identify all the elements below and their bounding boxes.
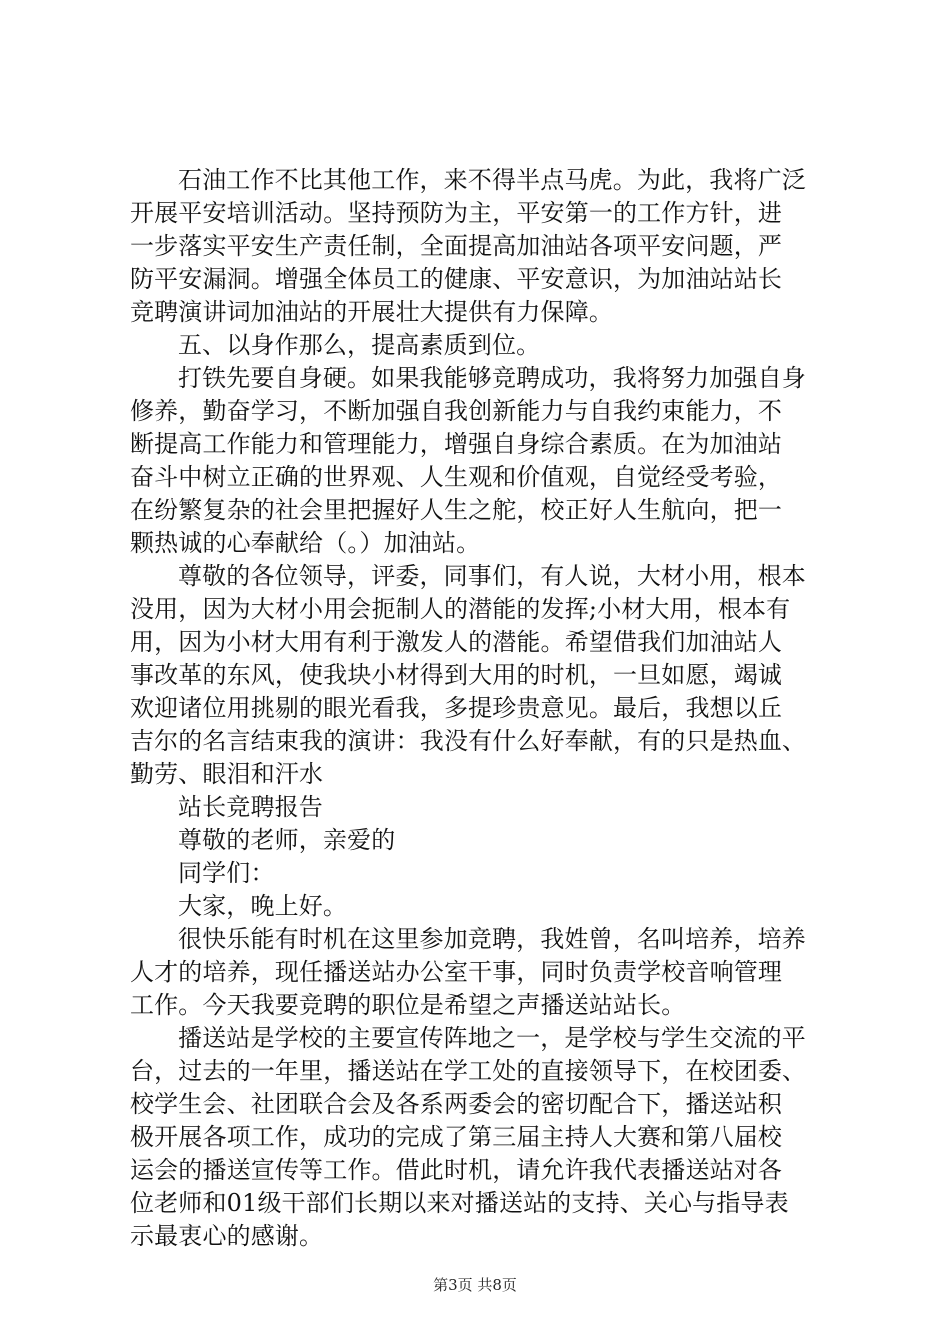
text-line: 播送站是学校的主要宣传阵地之一，是学校与学生交流的平 [178,1024,806,1052]
document-body [130,164,850,1253]
text-line: 一步落实平安生产责任制，全面提高加油站各项平安问题，严 [130,232,783,260]
text-line: 欢迎诸位用挑剔的眼光看我，多提珍贵意见。最后，我想以丘 [130,694,783,722]
text-line: 竞聘演讲词加油站的开展壮大提供有力保障。 [130,298,613,326]
text-line: 工作。今天我要竞聘的职位是希望之声播送站站长。 [130,991,686,1019]
text-line: 五、以身作那么，提高素质到位。 [178,331,541,359]
text-line: 石油工作不比其他工作，来不得半点马虎。为此，我将广泛 [178,166,806,194]
text-line: 打铁先要自身硬。如果我能够竞聘成功，我将努力加强自身 [178,364,806,392]
text-line: 颗热诚的心奉献给（。）加油站。 [130,529,481,557]
text-line: 在纷繁复杂的社会里把握好人生之舵，校正好人生航向，把一 [130,496,783,524]
text-line: 防平安漏洞。增强全体员工的健康、平安意识，为加油站站长 [130,265,783,293]
text-line: 用，因为小材大用有利于激发人的潜能。希望借我们加油站人 [130,628,783,656]
text-line: 大家，晚上好。 [178,892,348,920]
text-line: 勤劳、眼泪和汗水 [130,760,324,788]
text-line: 尊敬的老师，亲爱的 [178,826,396,854]
text-line: 开展平安培训活动。坚持预防为主，平安第一的工作方针，进 [130,199,783,227]
text-line: 奋斗中树立正确的世界观、人生观和价值观，自觉经受考验， [130,463,783,491]
text-line: 台，过去的一年里，播送站在学工处的直接领导下，在校团委、 [130,1057,807,1085]
text-line: 运会的播送宣传等工作。借此时机，请允许我代表播送站对各 [130,1156,783,1184]
text-line: 吉尔的名言结束我的演讲：我没有什么好奉献，有的只是热血、 [130,727,807,755]
text-line: 示最衷心的感谢。 [130,1222,324,1250]
text-line: 人才的培养，现任播送站办公室干事，同时负责学校音响管理 [130,958,783,986]
text-line: 没用，因为大材小用会扼制人的潜能的发挥;小材大用，根本有 [130,595,791,623]
text-line: 校学生会、社团联合会及各系两委会的密切配合下，播送站积 [130,1090,783,1118]
text-line: 很快乐能有时机在这里参加竞聘，我姓曾，名叫培养，培养 [178,925,806,953]
page-footer: 第3页 共8页 [433,1276,517,1294]
text-line: 位老师和01级干部们长期以来对播送站的支持、关心与指导表 [130,1189,789,1217]
text-line: 断提高工作能力和管理能力，增强自身综合素质。在为加油站 [130,430,783,458]
text-line: 站长竞聘报告 [178,793,323,821]
text-line: 修养，勤奋学习，不断加强自我创新能力与自我约束能力，不 [130,397,783,425]
text-line: 尊敬的各位领导，评委，同事们，有人说，大材小用，根本 [178,562,806,590]
text-line: 极开展各项工作，成功的完成了第三届主持人大赛和第八届校 [130,1123,783,1151]
text-line: 事改革的东风，使我块小材得到大用的时机，一旦如愿，竭诚 [130,661,783,689]
text-line: 同学们： [178,859,275,887]
